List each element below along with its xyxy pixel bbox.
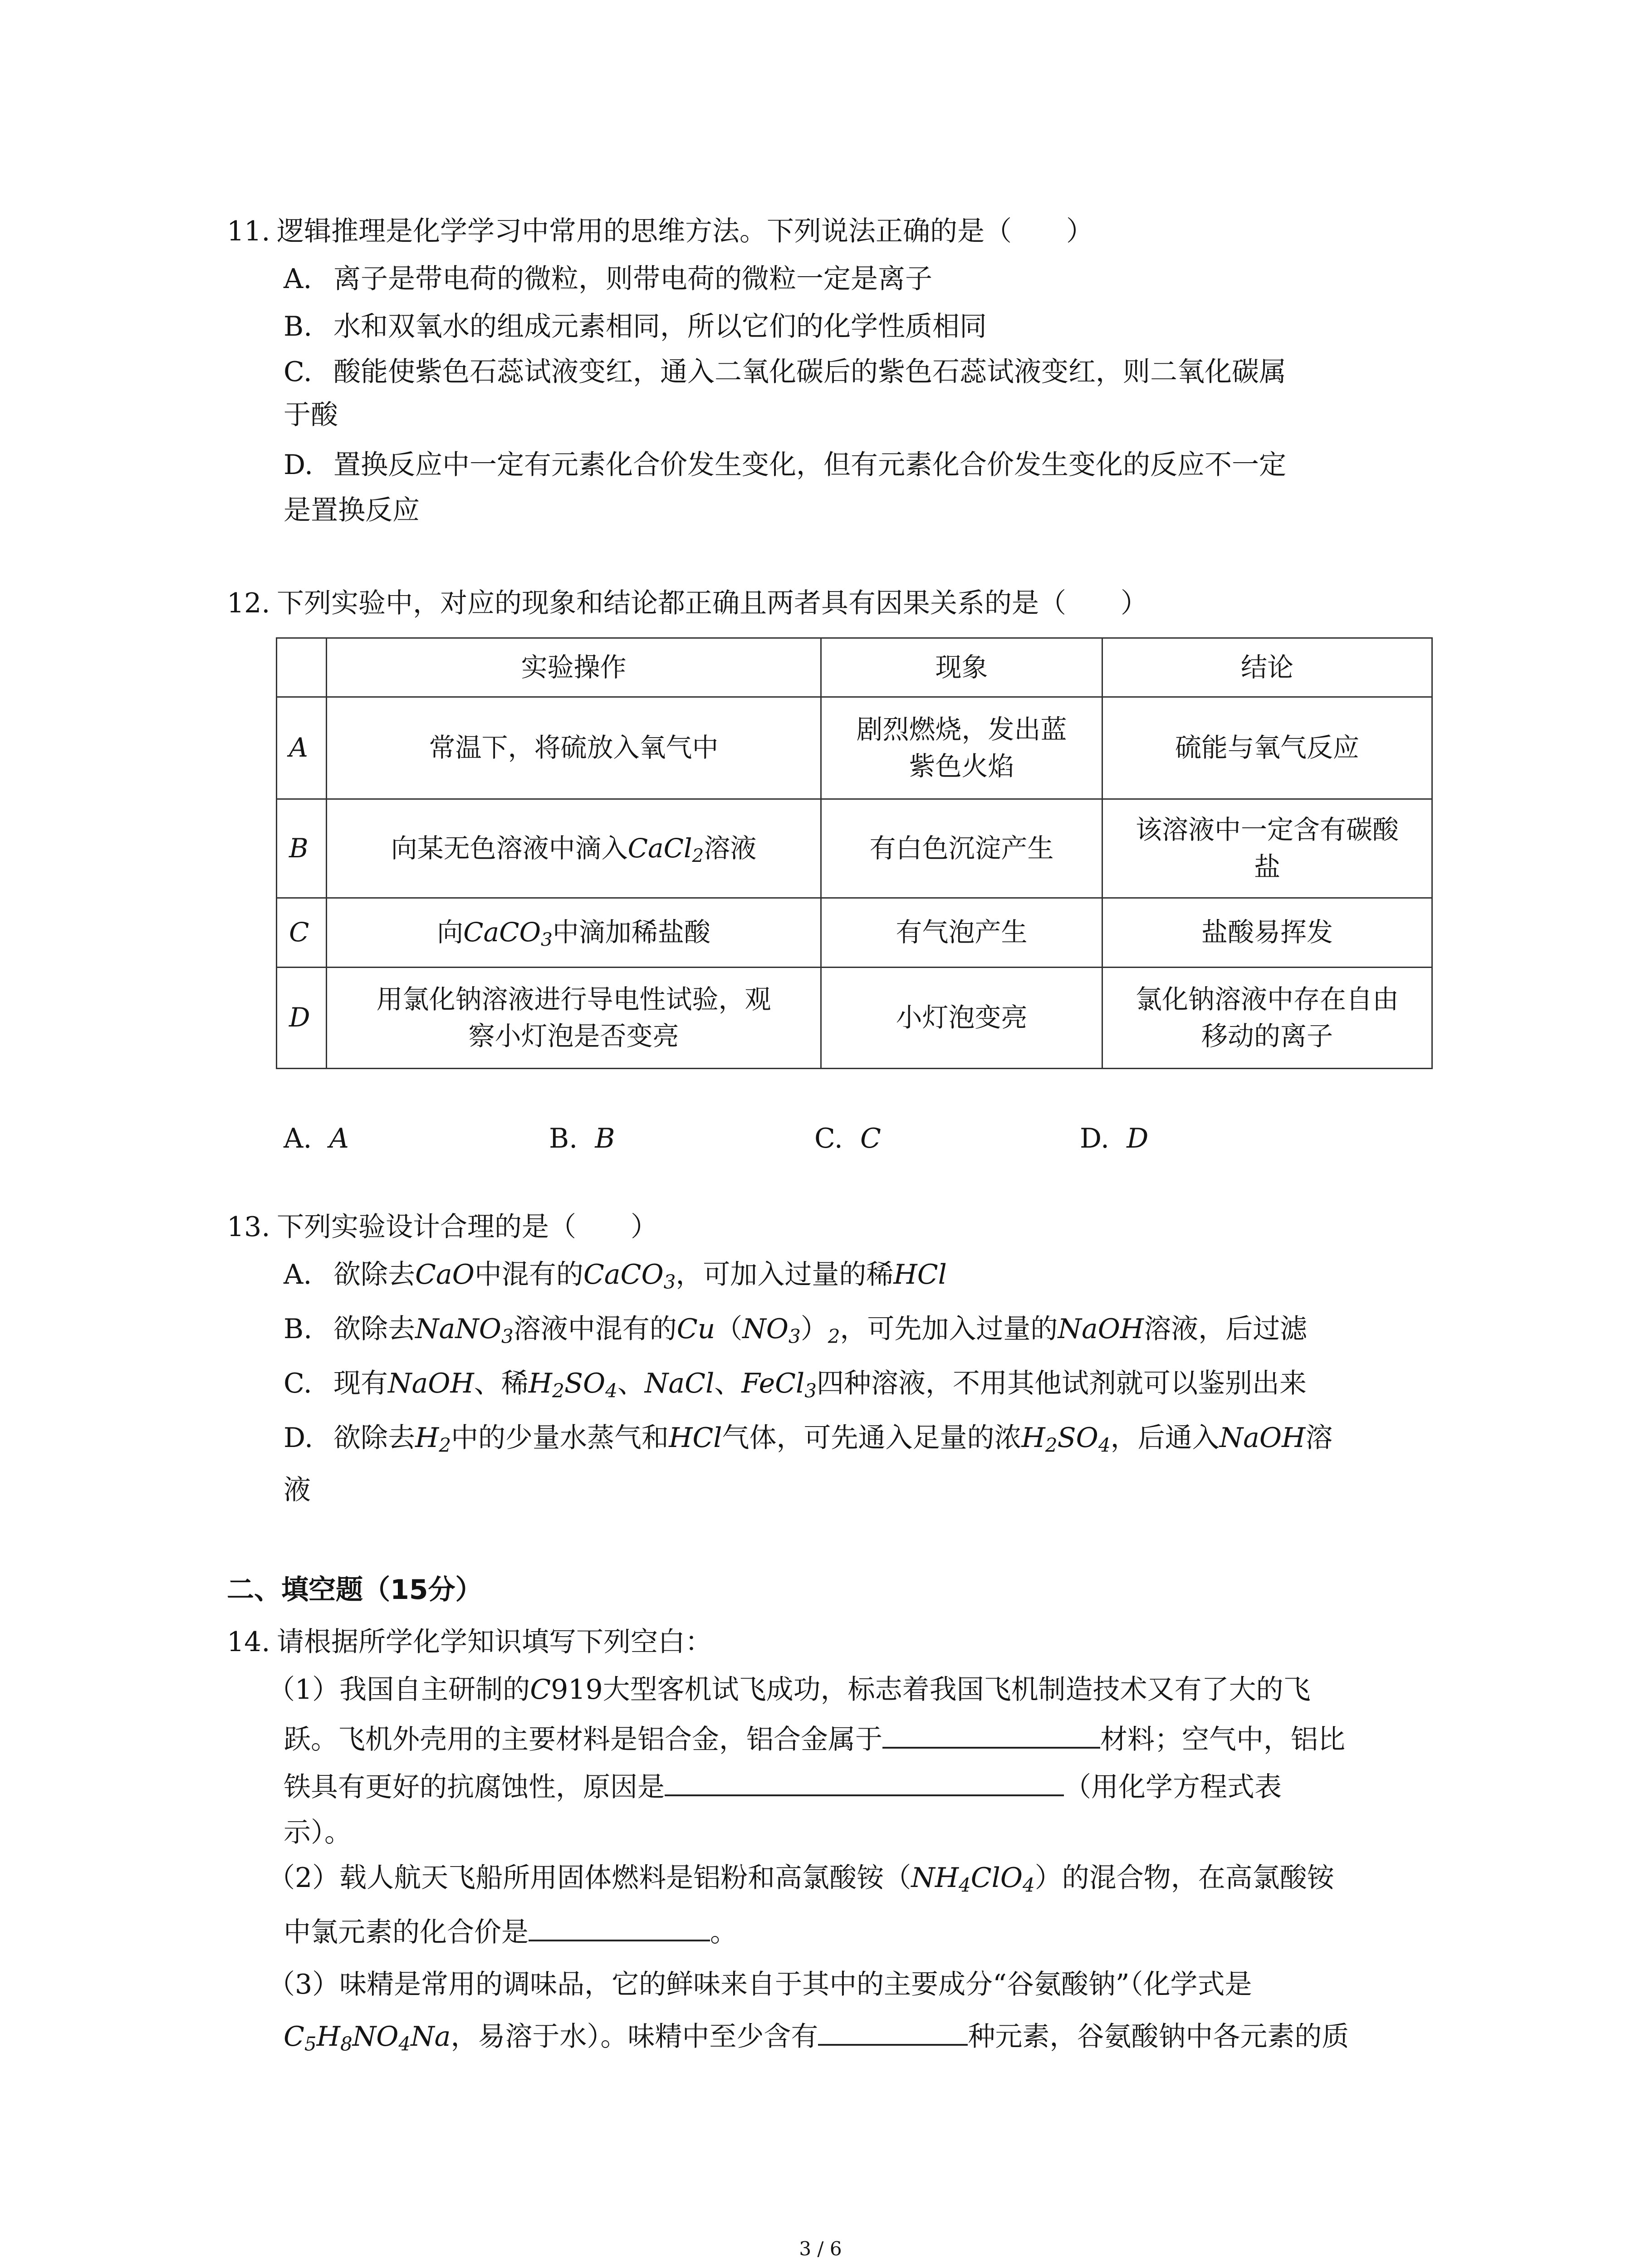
option-c-continued: 于酸 bbox=[284, 399, 338, 431]
question-number: 11. bbox=[227, 215, 270, 247]
question-number: 14. bbox=[227, 1626, 270, 1658]
row-operation: 常温下，将硫放入氧气中 bbox=[327, 697, 821, 799]
option-d: D. 欲除去$H_2$中的少量水蒸气和HCl气体，可先通入足量的浓$H_2SO_4$，后通入NaOH溶 bbox=[284, 1422, 1333, 1457]
row-letter: A bbox=[277, 697, 327, 799]
q14-part2-line1: （2）载人航天飞船所用固体燃料是铝粉和高氯酸铵$(NH_4ClO_4)$的混合物，在高氯酸铵 bbox=[268, 1862, 1334, 1897]
question-number: 13. bbox=[227, 1211, 270, 1243]
row-phenomenon: 剧烈燃烧，发出蓝 紫色火焰 bbox=[821, 697, 1102, 799]
row-operation: 向某无色溶液中滴入CaCl$_2$溶液 bbox=[327, 799, 821, 898]
row-conclusion: 该溶液中一定含有碳酸 盐 bbox=[1102, 799, 1432, 898]
table-header-operation: 实验操作 bbox=[327, 638, 821, 697]
answer-blank[interactable] bbox=[882, 1722, 1100, 1749]
table-row bbox=[277, 799, 1432, 898]
option-d-continued: 是置换反应 bbox=[284, 494, 420, 526]
option-letter: B. bbox=[284, 311, 313, 342]
question-number: 12. bbox=[227, 587, 270, 619]
table-header-phenomenon: 现象 bbox=[821, 638, 1102, 697]
row-operation: 向CaCO$_3$中滴加稀盐酸 bbox=[327, 898, 821, 968]
option-d-continued: 液 bbox=[284, 1474, 311, 1506]
question-text: 逻辑推理是化学学习中常用的思维方法。下列说法正确的是（ ） bbox=[277, 215, 1093, 247]
option-text: 酸能使紫色石蕊试液变红，通入二氧化碳后的紫色石蕊试液变红，则二氧化碳属 bbox=[333, 356, 1286, 388]
answer-blank[interactable] bbox=[665, 1770, 1064, 1796]
option-text: 置换反应中一定有元素化合价发生变化，但有元素化合价发生变化的反应不一定 bbox=[333, 449, 1286, 481]
option-letter: A. bbox=[284, 263, 312, 295]
q14-part1-line2: 跃。飞机外壳用的主要材料是铝合金，铝合金属于 材料；空气中，铝比 bbox=[284, 1721, 1481, 1758]
q14-part2-line2: 中氯元素的化合价是 。 bbox=[284, 1914, 1481, 1951]
answer-choice-a: A. A bbox=[284, 1123, 349, 1154]
row-conclusion: 硫能与氧气反应 bbox=[1102, 697, 1432, 799]
question-text: 下列实验中，对应的现象和结论都正确且两者具有因果关系的是（ ） bbox=[277, 587, 1148, 619]
answer-blank[interactable] bbox=[529, 1915, 710, 1941]
row-phenomenon: 有气泡产生 bbox=[821, 898, 1102, 968]
table-row bbox=[277, 898, 1432, 968]
option-text: 水和双氧水的组成元素相同，所以它们的化学性质相同 bbox=[333, 311, 987, 342]
option-a bbox=[284, 261, 1481, 298]
row-letter: D bbox=[277, 968, 327, 1069]
question-12-stem bbox=[227, 585, 1452, 622]
table-header-blank bbox=[277, 638, 327, 697]
page-number: 3 / 6 bbox=[799, 2238, 842, 2260]
option-d bbox=[284, 447, 1481, 484]
answer-choice-c: C. C bbox=[814, 1123, 881, 1154]
option-letter: C. bbox=[284, 356, 312, 388]
option-text: 离子是带电荷的微粒，则带电荷的微粒一定是离子 bbox=[333, 263, 932, 295]
q14-part3-line1: （3）味精是常用的调味品，它的鲜味来自于其中的主要成分“谷氨酸钠”（化学式是 bbox=[268, 1969, 1252, 2000]
row-letter: B bbox=[277, 799, 327, 898]
question-13-stem bbox=[227, 1209, 1452, 1246]
question-text: 下列实验设计合理的是（ ） bbox=[277, 1211, 658, 1243]
row-conclusion: 氯化钠溶液中存在自由 移动的离子 bbox=[1102, 968, 1432, 1069]
option-b bbox=[284, 308, 1481, 345]
table-header-conclusion: 结论 bbox=[1102, 638, 1432, 697]
table-row bbox=[277, 968, 1432, 1069]
row-phenomenon: 有白色沉淀产生 bbox=[821, 799, 1102, 898]
option-b: B. 欲除去NaNO$_3$溶液中混有的$Cu(NO_3)_2$，可先加入过量的NaOH溶液，后过滤 bbox=[284, 1313, 1308, 1348]
question-14-stem bbox=[227, 1624, 1452, 1661]
row-letter: C bbox=[277, 898, 327, 968]
q14-part3-line2: $C_5H_8NO_4Na$，易溶于水）。味精中至少含有 种元素，谷氨酸钠中各元素的质 bbox=[284, 2019, 1481, 2055]
answer-blank[interactable] bbox=[818, 2019, 968, 2046]
option-c: C. 现有NaOH、稀$H_2SO_4$、NaCl、FeCl$_3$四种溶液，不用其他试剂就可以鉴别出来 bbox=[284, 1368, 1307, 1402]
q14-part1-line3: 铁具有更好的抗腐蚀性，原因是 （用化学方程式表 bbox=[284, 1769, 1481, 1806]
question-11-stem bbox=[227, 213, 1452, 250]
answer-choice-d: D. D bbox=[1080, 1123, 1149, 1154]
section-title: 二、填空题（15分） bbox=[227, 1574, 483, 1606]
question-text: 请根据所学化学知识填写下列空白： bbox=[277, 1626, 712, 1658]
q14-part1-line4: 示）。 bbox=[284, 1817, 352, 1848]
option-letter: D. bbox=[284, 449, 314, 481]
q14-part1-line1: （1）我国自主研制的C919大型客机试飞成功，标志着我国飞机制造技术又有了大的飞 bbox=[268, 1674, 1311, 1706]
table-row bbox=[277, 697, 1432, 799]
option-c bbox=[284, 354, 1481, 391]
answer-choice-b: B. B bbox=[549, 1123, 615, 1154]
option-a: A. 欲除去CaO中混有的CaCO$_3$，可加入过量的稀HCl bbox=[284, 1259, 947, 1293]
experiment-table bbox=[276, 637, 1433, 1069]
row-operation: 用氯化钠溶液进行导电性试验，观 察小灯泡是否变亮 bbox=[327, 968, 821, 1069]
table-header-row bbox=[277, 638, 1432, 697]
row-phenomenon: 小灯泡变亮 bbox=[821, 968, 1102, 1069]
row-conclusion: 盐酸易挥发 bbox=[1102, 898, 1432, 968]
